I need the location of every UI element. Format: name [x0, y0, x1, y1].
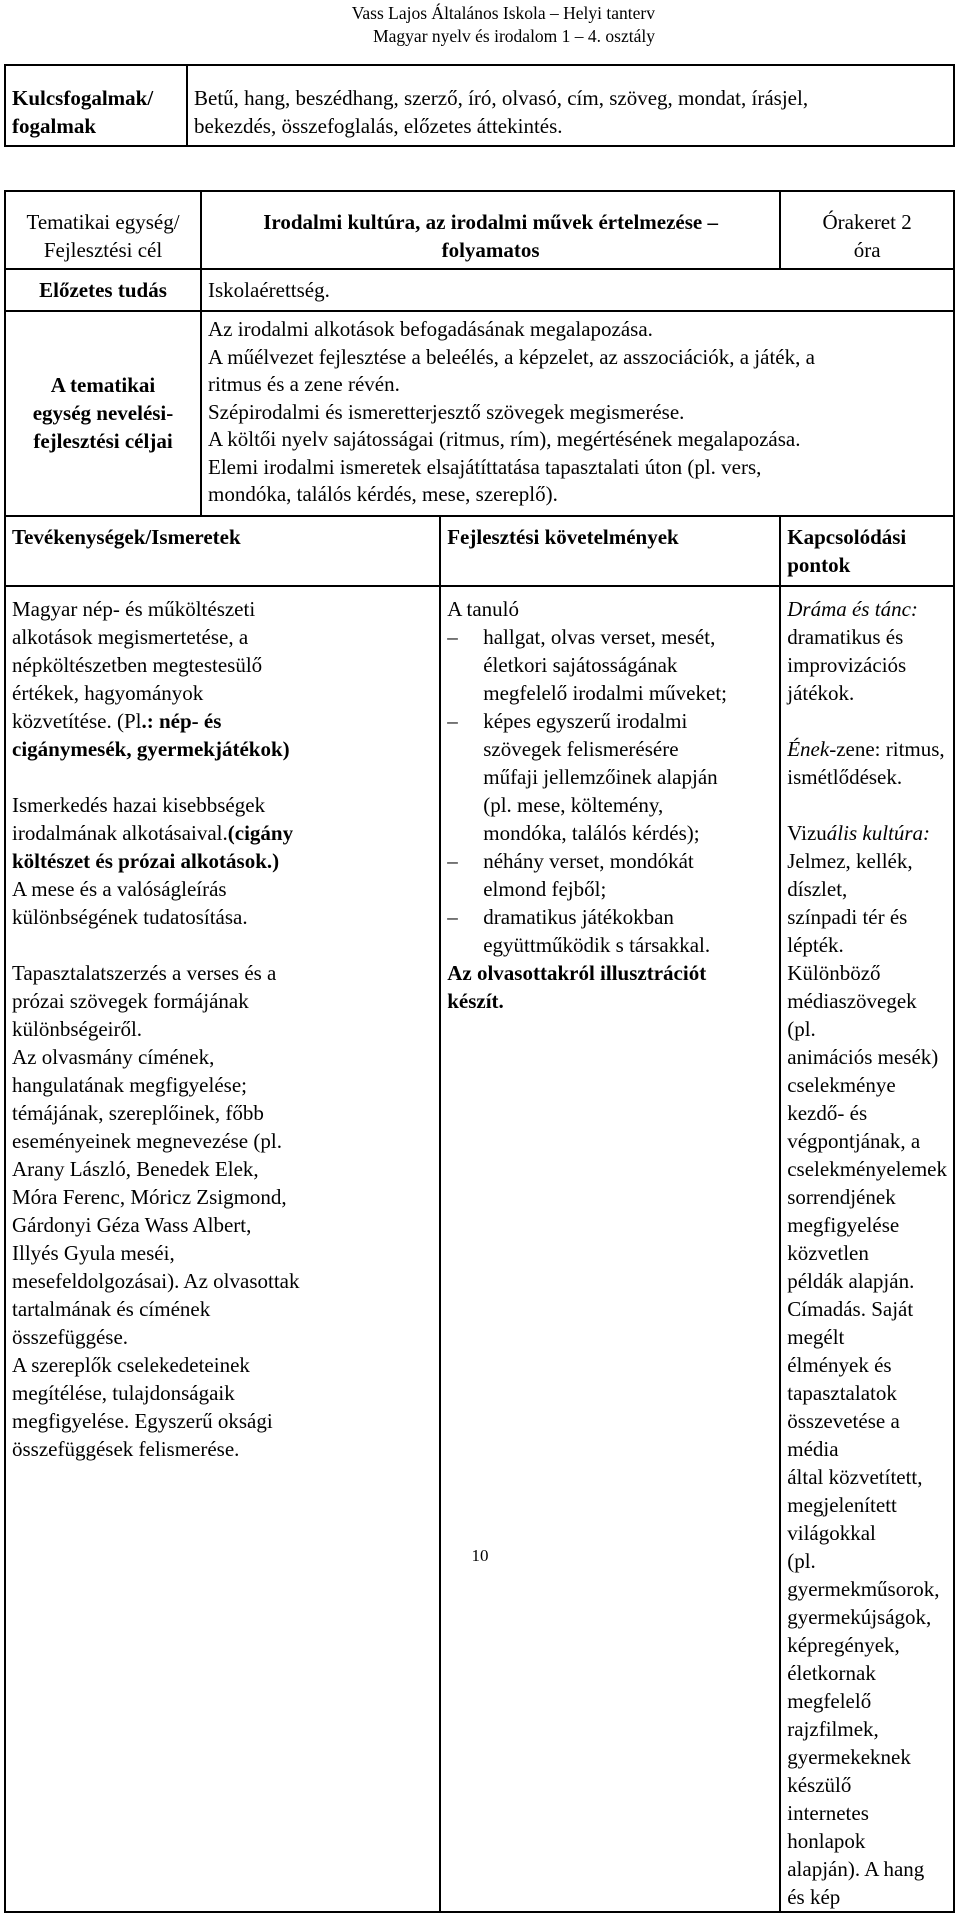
col-header-connections: Kapcsolódási pontok — [780, 516, 954, 586]
key-concepts-text: Betű, hang, beszédhang, szerző, író, olvasó, cím, szöveg, mondat, írásjel, bekezdés, összefoglalás, előzetes áttekintés. — [187, 65, 954, 146]
page-header — [255, 2, 655, 48]
prior-knowledge-text: Iskolaérettség. — [201, 269, 954, 311]
subject-title: Magyar nyelv és irodalom 1 – 4. osztály — [373, 26, 655, 46]
col-header-activities: Tevékenységek/Ismeretek — [5, 516, 440, 586]
goals-label: A tematikai egység nevelési- fejlesztési céljai — [5, 311, 201, 516]
prior-knowledge-label: Előzetes tudás — [5, 269, 201, 311]
col-header-requirements: Fejlesztési követelmények — [440, 516, 780, 586]
requirement-item: – hallgat, olvas verset, mesét, életkori sajátosságának megfelelő irodalmi műveket; — [447, 624, 727, 705]
requirement-item: – dramatikus játékokban együttműködik s társakkal. — [447, 904, 711, 957]
goals-text: Az irodalmi alkotások befogadásának megalapozása. A műélvezet fejlesztése a beleélés, a képzelet, az asszociációk, a játék, a ritmus és a zene révén. Szépirodalmi és ismeretterjesztő szövegek megismerése. A költői nyelv sajátosságai (ritmus, rím), megértésének megalapozása. Elemi irodalmi ismeretek elsajátíttatása tapasztalati úton (pl. vers, mondóka, találós kérdés, mese, szereplő). — [201, 311, 954, 516]
unit-label: Tematikai egység/ Fejlesztési cél — [5, 191, 201, 269]
activities-cell: Magyar nép- és műköltészeti alkotások megismertetése, a népköltészetben megtestesülő értékek, hagyományok közvetítése. (Pl.: nép- és cigánymesék, gyermekjátékok) Ismerkedés hazai kisebbségek irodalmának alkotásaival.(cigány költészet és prózai alkotások.) A mese és a valóságleírás különbségének tudatosítása. Tapasztalatszerzés a verses és a prózai szövegek formájának különbségeiről. Az olvasmány címének, hangulatának megfigyelése; témájának, szereplőinek, főbb eseményeinek megnevezése (pl. Arany László, Benedek Elek, Móra Ferenc, Móricz Zsigmond, Gárdonyi Géza Wass Albert, Illyés Gyula meséi, mesefeldolgozásai). Az olvasottak tartalmának és címének összefüggése. A szereplők cselekedeteinek megítélése, tulajdonságaik megfigyelése. Egyszerű oksági összefüggések felismerése. — [5, 586, 440, 1912]
thematic-unit-table — [4, 190, 955, 1913]
unit-title: Irodalmi kultúra, az irodalmi művek értelmezése – folyamatos — [201, 191, 780, 269]
requirements-cell: A tanuló – hallgat, olvas verset, mesét, életkori sajátosságának megfelelő irodalmi műveket; – képes egyszerű irodalmi szövegek felismerésére műfaji jellemzőinek alapján (pl. mese, költemény, mondóka, találós kérdés); – néhány verset, mondókát elmond fejből; – dramatikus játékokban együttműködik s társakkal. Az olvasottakról illusztrációt készít. — [440, 586, 780, 1912]
hour-frame: Órakeret 2 óra — [780, 191, 954, 269]
key-concepts-label: Kulcsfogalmak/ fogalmak — [5, 65, 187, 146]
page-number: 10 — [471, 1546, 489, 1565]
connections-cell: Dráma és tánc: dramatikus és improvizációs játékok. Ének-zene: ritmus, ismétlődések. Vizuális kultúra: Jelmez, kellék, díszlet, színpadi tér és lépték. Különböző médiaszövegek (pl. animációs mesék) cselekménye kezdő- és végpontjának, a cselekményelemek sorrendjének megfigyelése közvetlen példák alapján. Címadás. Saját megélt élmények és tapasztalatok összevetése a média által közvetített, megjelenített világokkal (pl. gyermekműsorok, gyermekújságok, képregények, életkornak megfelelő rajzfilmek, gyermekeknek készülő internetes honlapok alapján). A hang és kép — [780, 586, 954, 1912]
requirement-item: – néhány verset, mondókát elmond fejből; — [447, 848, 694, 901]
requirement-item: – képes egyszerű irodalmi szövegek felismerésére műfaji jellemzőinek alapján (pl. mese, költemény, mondóka, találós kérdés); — [447, 708, 718, 845]
key-concepts-table — [4, 64, 955, 147]
school-name: Vass Lajos Általános Iskola – Helyi tanterv — [351, 3, 655, 23]
